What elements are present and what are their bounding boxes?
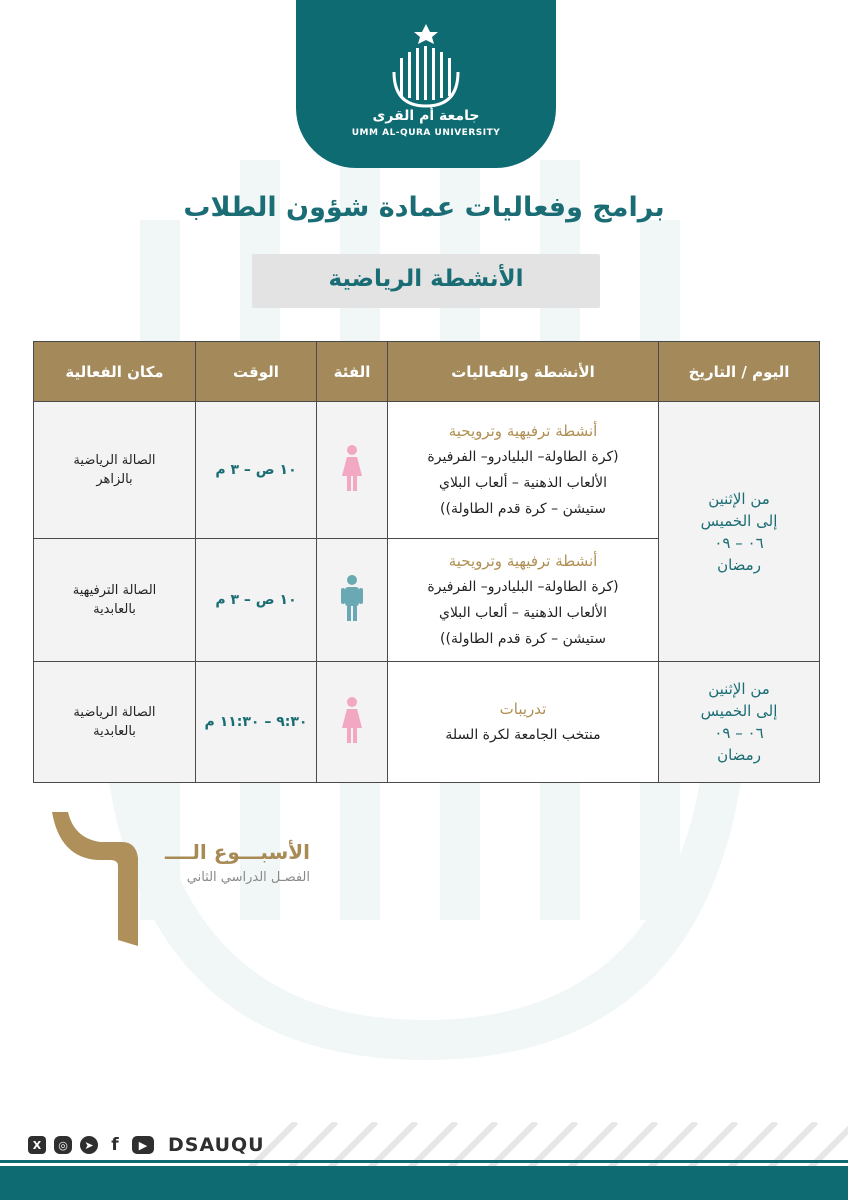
activity-line: (كرة الطاولة– البليادرو– الفرفيرة <box>427 449 619 465</box>
category-cell <box>317 662 388 783</box>
university-name-arabic: جامعة أم القرى <box>372 108 480 124</box>
schedule-table <box>33 341 820 783</box>
footer-divider <box>0 1160 848 1163</box>
instagram-icon[interactable]: ◎ <box>54 1136 72 1154</box>
table-row <box>34 402 820 539</box>
activity-line: منتخب الجامعة لكرة السلة <box>445 727 601 743</box>
time-cell: ٩:٣٠ – ١١:٣٠ م <box>196 662 317 783</box>
female-icon <box>340 696 364 744</box>
date-line: ٠٦ – ٠٩ <box>714 533 764 552</box>
date-line: رمضان <box>717 746 761 764</box>
time-cell: ١٠ ص – ٣ م <box>196 539 317 662</box>
table-row <box>34 662 820 783</box>
place-line: الصالة الترفيهية <box>72 583 157 598</box>
date-cell <box>659 662 820 783</box>
place-line: بالعابدية <box>93 724 136 739</box>
place-cell <box>34 662 196 783</box>
activity-cell <box>388 662 659 783</box>
activity-title: تدريبات <box>499 700 547 718</box>
male-icon <box>340 574 364 622</box>
week-numeral-icon <box>40 808 150 948</box>
activity-line: الألعاب الذهنية – ألعاب البلاي <box>438 605 608 621</box>
time-cell: ١٠ ص – ٣ م <box>196 402 317 539</box>
female-icon <box>340 444 364 492</box>
activity-line: (كرة الطاولة– البليادرو– الفرفيرة <box>427 579 619 595</box>
category-cell <box>317 539 388 662</box>
header-place: مكان الفعالية <box>34 342 196 402</box>
place-cell <box>34 539 196 662</box>
date-line: إلى الخميس <box>700 702 778 720</box>
social-bar <box>28 1132 265 1158</box>
category-cell <box>317 402 388 539</box>
university-logo <box>296 0 556 168</box>
youtube-icon[interactable]: ▶ <box>132 1136 154 1154</box>
telegram-icon[interactable]: ➤ <box>80 1136 98 1154</box>
header-time: الوقت <box>196 342 317 402</box>
place-line: بالعابدية <box>93 602 136 617</box>
brand-handle[interactable]: DSAUQU <box>168 1134 265 1156</box>
date-cell <box>659 402 820 662</box>
x-icon[interactable]: X <box>28 1136 46 1154</box>
university-name-english: UMM AL-QURA UNIVERSITY <box>351 128 501 138</box>
header-category: الفئة <box>317 342 388 402</box>
activity-cell <box>388 539 659 662</box>
section-heading-box <box>252 254 600 308</box>
place-line: الصالة الرياضية <box>73 453 156 468</box>
header-date: اليوم / التاريخ <box>659 342 820 402</box>
activity-cell <box>388 402 659 539</box>
university-emblem-icon <box>386 22 466 112</box>
table-header-row <box>34 342 820 402</box>
date-line: من الإثنين <box>708 680 770 698</box>
activity-title: أنشطة ترفيهية وترويحية <box>448 422 598 440</box>
page-title: برامج وفعاليات عمادة شؤون الطلاب <box>183 192 665 223</box>
activity-line: الألعاب الذهنية – ألعاب البلاي <box>438 475 608 491</box>
activity-title: أنشطة ترفيهية وترويحية <box>448 552 598 570</box>
activity-line: ستيشن – كرة قدم الطاولة)) <box>440 501 606 517</box>
date-line: من الإثنين <box>708 489 770 508</box>
section-heading: الأنشطة الرياضية <box>328 266 524 292</box>
place-line: الصالة الرياضية <box>73 705 156 720</box>
place-line: بالزاهر <box>96 472 133 487</box>
header-activities: الأنشطة والفعاليات <box>388 342 659 402</box>
activity-line: ستيشن – كرة قدم الطاولة)) <box>440 631 606 647</box>
place-cell <box>34 402 196 539</box>
date-line: إلى الخميس <box>700 511 778 530</box>
week-label: الأسبـــوع الــــ <box>165 840 310 864</box>
footer-band <box>0 1166 848 1200</box>
semester-label: الفصـل الدراسي الثاني <box>186 870 310 885</box>
date-line: رمضان <box>717 555 761 574</box>
date-line: ٠٦ – ٠٩ <box>714 724 764 742</box>
facebook-icon[interactable]: f <box>111 1135 119 1155</box>
week-badge <box>40 808 310 948</box>
